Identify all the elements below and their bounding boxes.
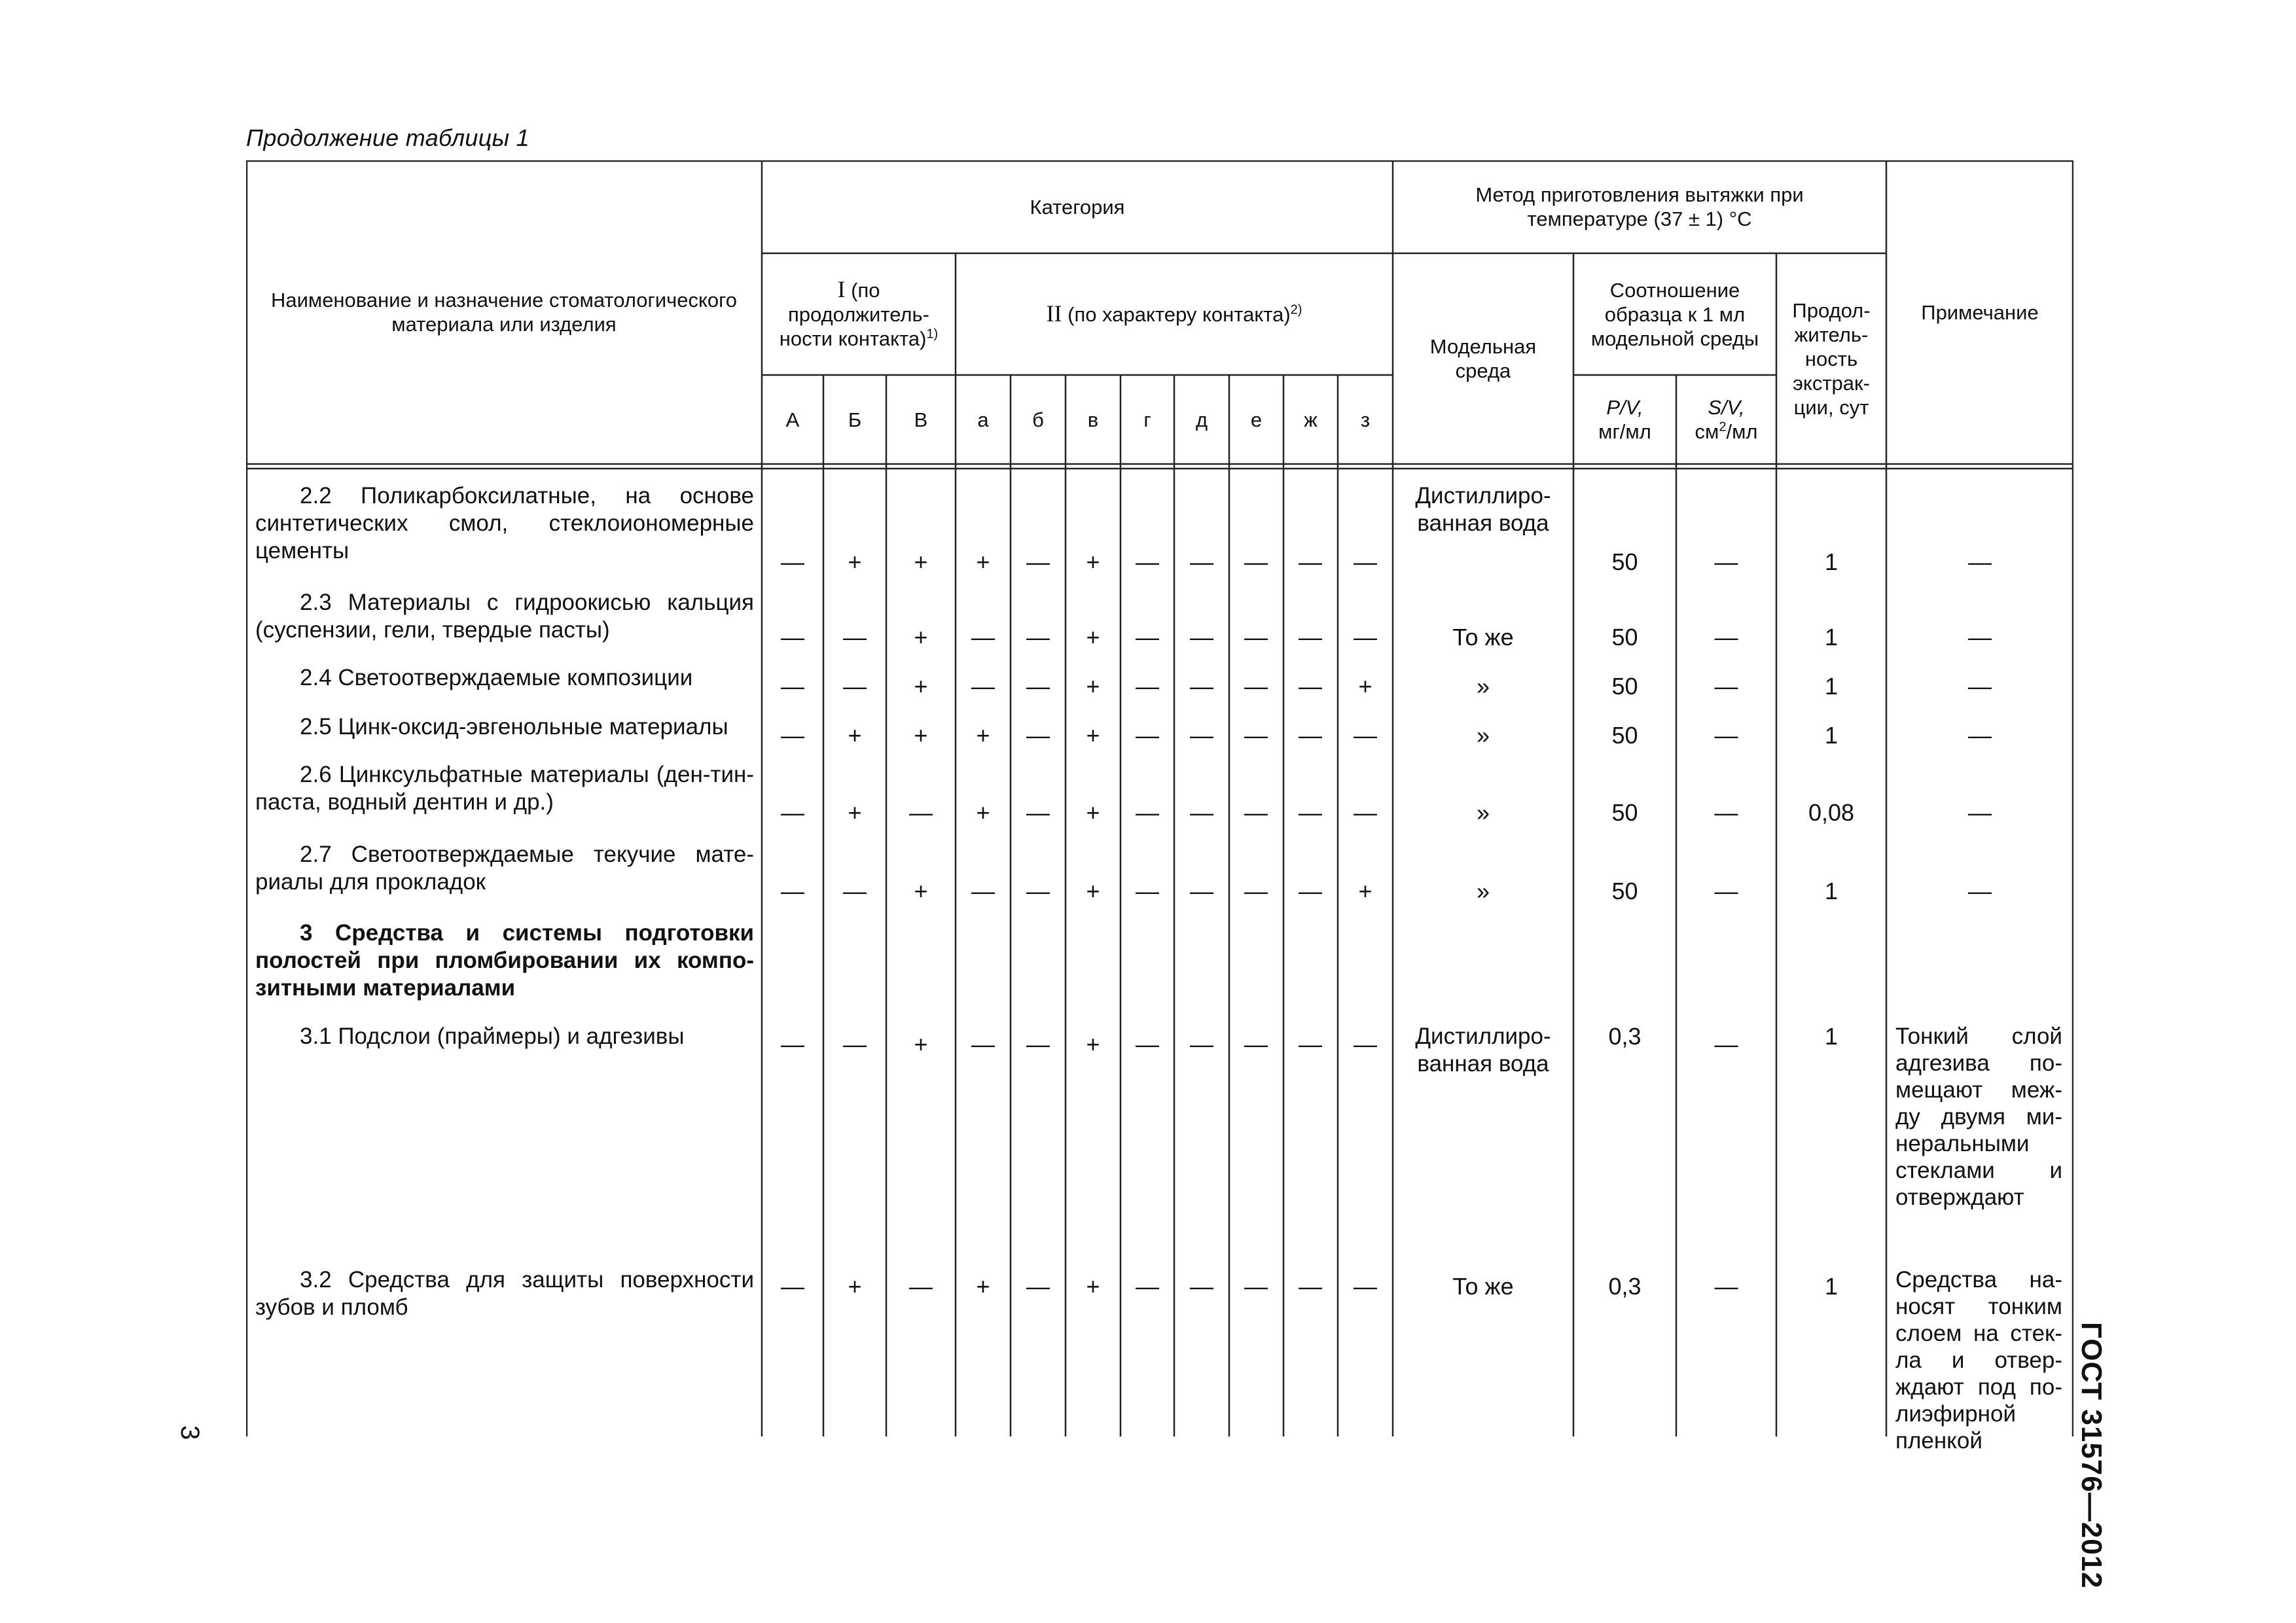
- category-mark: +: [1086, 624, 1100, 651]
- category-mark: +: [1086, 673, 1100, 700]
- ratio-pv: 0,3: [1608, 1023, 1641, 1050]
- category-mark: +: [914, 878, 928, 904]
- category-mark: —: [781, 1031, 804, 1058]
- header-pv: [1573, 375, 1676, 464]
- ratio-sv: —: [1714, 673, 1738, 700]
- cat1-footnote: 1): [926, 327, 939, 342]
- ratio-pv: 50: [1611, 548, 1638, 575]
- ratio-sv: —: [1714, 722, 1738, 749]
- category-mark: —: [781, 722, 804, 749]
- category-mark: —: [1136, 722, 1159, 749]
- row-note: Тонкий слой адгезива по-мещают меж-ду двумя ми-неральными стеклами и отверждают: [1895, 1024, 2062, 1210]
- category-mark: —: [909, 1273, 933, 1300]
- category-mark: —: [1244, 799, 1268, 826]
- category-mark: +: [1086, 878, 1100, 904]
- category-mark: —: [1026, 722, 1050, 749]
- cat1-text: (по продолжитель-ности контакта): [779, 279, 929, 350]
- document-designation: ГОСТ 31576—2012: [2075, 1322, 2108, 1589]
- category-mark: —: [1299, 1031, 1322, 1058]
- model-medium: То же: [1452, 624, 1514, 651]
- subcol-z: з: [1360, 408, 1371, 431]
- category-mark: +: [914, 548, 928, 575]
- category-mark: —: [971, 673, 995, 700]
- category-mark: —: [1026, 1031, 1050, 1058]
- ratio-sv: —: [1714, 624, 1738, 651]
- category-mark: —: [843, 624, 867, 651]
- category-mark: +: [976, 548, 990, 575]
- category-mark: —: [1190, 722, 1213, 749]
- subcol-B: Б: [848, 408, 862, 431]
- category-mark: —: [1354, 624, 1377, 651]
- category-mark: —: [1026, 878, 1050, 904]
- category-mark: —: [1136, 624, 1159, 651]
- sv-label: S/V,: [1708, 396, 1745, 419]
- category-mark: —: [1136, 548, 1159, 575]
- model-medium: »: [1476, 673, 1490, 700]
- model-medium: Дистиллиро-ванная вода: [1415, 1024, 1551, 1077]
- model-medium: Дистиллиро-ванная вода: [1415, 483, 1551, 536]
- category-mark: —: [1026, 1273, 1050, 1300]
- extraction-duration: 1: [1824, 878, 1839, 904]
- category-mark: —: [1354, 722, 1377, 749]
- model-medium: »: [1476, 722, 1490, 749]
- sv-unit: $см^2/мл$: [1695, 419, 1758, 443]
- row-note: —: [1968, 799, 1992, 826]
- header-medium: Модельная среда: [1429, 335, 1537, 382]
- category-mark: —: [1354, 548, 1377, 575]
- subcol-d: д: [1195, 408, 1208, 431]
- category-mark: —: [909, 799, 933, 826]
- category-mark: —: [1244, 878, 1268, 904]
- ratio-pv: 50: [1611, 624, 1638, 651]
- category-mark: —: [781, 878, 804, 904]
- ratio-sv: —: [1714, 1031, 1738, 1058]
- category-mark: +: [848, 799, 862, 826]
- category-mark: —: [1190, 548, 1213, 575]
- ratio-sv: —: [1714, 1273, 1738, 1300]
- category-mark: —: [1244, 1031, 1268, 1058]
- subcol-v: в: [1087, 408, 1099, 431]
- extraction-duration: 1: [1824, 1273, 1839, 1300]
- pv-unit: мг/мл: [1598, 420, 1651, 443]
- table-caption: Продолжение таблицы 1: [246, 124, 529, 151]
- category-mark: +: [914, 673, 928, 700]
- row-name: 3.1 Подслои (праймеры) и адгезивы: [300, 1024, 685, 1049]
- category-mark: —: [971, 624, 995, 651]
- extraction-duration: 1: [1824, 722, 1839, 749]
- ratio-sv: —: [1714, 878, 1738, 904]
- subcol-b: б: [1032, 408, 1044, 431]
- row-name: 2.7 Светоотверждаемые текучие мате-риалы для прокладок: [255, 842, 754, 895]
- pv-label: P/V,: [1606, 396, 1643, 419]
- category-mark: —: [1244, 1273, 1268, 1300]
- category-mark: +: [976, 1273, 990, 1300]
- category-mark: —: [843, 1031, 867, 1058]
- header-category-2: [956, 253, 1393, 375]
- category-mark: —: [1354, 799, 1377, 826]
- category-mark: +: [1358, 673, 1372, 700]
- extraction-duration: 1: [1824, 673, 1839, 700]
- ratio-pv: 50: [1611, 878, 1638, 904]
- category-mark: —: [1299, 878, 1322, 904]
- category-mark: —: [781, 673, 804, 700]
- row-note: Средства на-носят тонким слоем на стек-ла и отвер-ждают под по-лиэфирной пленкой: [1895, 1267, 2062, 1454]
- row-note: —: [1968, 722, 1992, 749]
- ratio-sv: —: [1714, 799, 1738, 826]
- category-mark: —: [971, 1031, 995, 1058]
- category-mark: —: [1136, 878, 1159, 904]
- subcol-g: г: [1143, 408, 1151, 431]
- category-mark: —: [1136, 1273, 1159, 1300]
- category-mark: +: [848, 548, 862, 575]
- model-medium: То же: [1452, 1273, 1514, 1300]
- category-mark: —: [1244, 548, 1268, 575]
- category-mark: +: [848, 1273, 862, 1300]
- category-mark: —: [1299, 624, 1322, 651]
- extraction-duration: 0,08: [1808, 799, 1855, 826]
- header-ratio: Соотношение образца к 1 мл модельной среды: [1590, 278, 1759, 350]
- category-mark: —: [781, 548, 804, 575]
- category-mark: —: [1136, 1031, 1159, 1058]
- category-mark: —: [1244, 673, 1268, 700]
- row-name: 3 Средства и системы подготовки полостей при пломбировании их компо-зитными материалами: [255, 920, 754, 1001]
- category-mark: —: [1299, 1273, 1322, 1300]
- page-number: 3: [175, 1425, 204, 1440]
- category-mark: —: [1299, 722, 1322, 749]
- category-mark: —: [781, 799, 804, 826]
- category-mark: —: [781, 1273, 804, 1300]
- ratio-pv: 0,3: [1608, 1273, 1641, 1300]
- category-mark: +: [1086, 1273, 1100, 1300]
- category-mark: +: [976, 799, 990, 826]
- row-name: 2.2 Поликарбоксилатные, на основе синтетических смол, стеклоиономерные цементы: [255, 483, 754, 563]
- category-mark: —: [1354, 1031, 1377, 1058]
- category-mark: —: [1299, 673, 1322, 700]
- category-mark: —: [781, 624, 804, 651]
- extraction-duration: 1: [1824, 1023, 1839, 1050]
- subcol-a: а: [977, 408, 989, 431]
- category-mark: —: [1026, 548, 1050, 575]
- row-name: 2.3 Материалы с гидроокисью кальция (суспензии, гели, твердые пасты): [255, 590, 754, 643]
- row-name: 2.5 Цинк-оксид-эвгенольные материалы: [300, 714, 728, 740]
- category-mark: —: [1190, 1031, 1213, 1058]
- category-mark: +: [914, 722, 928, 749]
- header-sv: [1676, 375, 1776, 464]
- category-mark: —: [1026, 624, 1050, 651]
- model-medium: »: [1476, 799, 1490, 826]
- row-note: —: [1968, 548, 1992, 575]
- cat2-roman: II: [1046, 300, 1062, 327]
- row-note: —: [1968, 624, 1992, 651]
- header-note: Примечание: [1921, 300, 2039, 324]
- category-mark: +: [914, 1031, 928, 1058]
- category-mark: —: [1299, 548, 1322, 575]
- header-category: Категория: [1030, 195, 1125, 219]
- header-duration: Продол-житель-ность экстрак-ции, сут: [1792, 298, 1871, 419]
- header-category-1: [762, 253, 956, 375]
- category-mark: +: [1086, 722, 1100, 749]
- category-mark: +: [848, 722, 862, 749]
- cat2-footnote: 2): [1290, 302, 1302, 317]
- category-mark: +: [1086, 548, 1100, 575]
- category-mark: —: [1190, 1273, 1213, 1300]
- model-medium: »: [1476, 878, 1490, 904]
- category-mark: —: [971, 878, 995, 904]
- category-mark: —: [843, 878, 867, 904]
- header-method: Метод приготовления вытяжки при температуре (37 ± 1) °С: [1475, 183, 1804, 230]
- subcol-zh: ж: [1304, 408, 1318, 431]
- category-mark: —: [1026, 673, 1050, 700]
- category-mark: —: [1136, 799, 1159, 826]
- category-mark: +: [914, 624, 928, 651]
- category-mark: —: [1244, 624, 1268, 651]
- extraction-duration: 1: [1824, 548, 1839, 575]
- row-name: 2.4 Светоотверждаемые композиции: [300, 665, 693, 690]
- cat2-text: (по характеру контакта): [1067, 303, 1291, 326]
- category-mark: —: [1190, 799, 1213, 826]
- category-mark: +: [1086, 799, 1100, 826]
- category-mark: +: [1358, 878, 1372, 904]
- category-mark: —: [1136, 673, 1159, 700]
- subcol-e: е: [1250, 408, 1263, 431]
- subcol-V: В: [914, 408, 928, 431]
- category-mark: +: [976, 722, 990, 749]
- category-mark: —: [1354, 1273, 1377, 1300]
- category-mark: —: [1190, 624, 1213, 651]
- category-mark: —: [843, 673, 867, 700]
- row-name: 2.6 Цинксульфатные материалы (ден-тин-паста, водный дентин и др.): [255, 762, 754, 815]
- category-mark: —: [1299, 799, 1322, 826]
- ratio-sv: —: [1714, 548, 1738, 575]
- ratio-pv: 50: [1611, 673, 1638, 700]
- header-name: Наименование и назначение стоматологического материала или изделия: [270, 289, 738, 336]
- row-note: —: [1968, 878, 1992, 904]
- category-mark: —: [1190, 878, 1213, 904]
- table: [246, 160, 2073, 1454]
- category-mark: —: [1244, 722, 1268, 749]
- ratio-pv: 50: [1611, 722, 1638, 749]
- extraction-duration: 1: [1824, 624, 1839, 651]
- ratio-pv: 50: [1611, 799, 1638, 826]
- category-mark: —: [1190, 673, 1213, 700]
- cat1-roman: I: [837, 276, 846, 302]
- category-mark: +: [1086, 1031, 1100, 1058]
- row-name: 3.2 Средства для защиты поверхности зубов и пломб: [255, 1267, 754, 1320]
- category-mark: —: [1026, 799, 1050, 826]
- subcol-A: А: [785, 408, 800, 431]
- row-note: —: [1968, 673, 1992, 700]
